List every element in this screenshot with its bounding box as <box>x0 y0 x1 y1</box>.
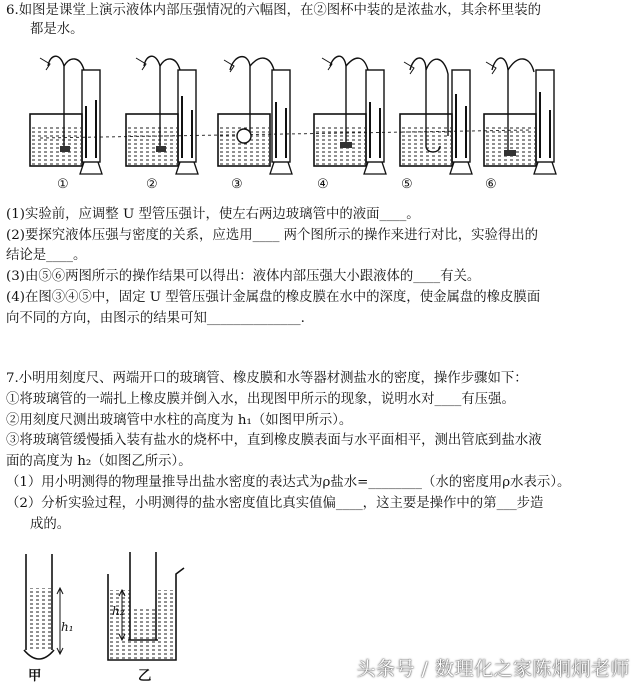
q6-intro-line1: 6.如图是课堂上演示液体内部压强情况的六幅图，在②图杯中装的是浓盐水，其余杯里装的 <box>6 3 542 18</box>
figure-label-1: ① <box>57 177 69 192</box>
figure-label-3: ③ <box>231 177 243 192</box>
figure-4 <box>314 56 386 174</box>
q7-sub1: （1）用小明测得的物理量推导出盐水密度的表达式为ρ盐水=________（水的密度用ρ水表示）。 <box>6 475 571 490</box>
figure-label-4: ④ <box>317 177 329 192</box>
figure-label-2: ② <box>146 177 158 192</box>
q6-sub2-line2: 结论是____。 <box>6 248 87 263</box>
q7-sub2-line1: （2）分析实验过程，小明测得的盐水密度值比真实值偏____，这主要是操作中的第___步造 <box>6 496 544 511</box>
q7-step2: ②用刻度尺测出玻璃管中水柱的高度为 h₁（如图甲所示）。 <box>6 413 353 428</box>
h2-label: h₂ <box>112 604 125 618</box>
q7-step3-line2: 面的高度为 h₂（如图乙所示）。 <box>6 454 192 469</box>
q7-step3-line1: ③将玻璃管缓慢插入装有盐水的烧杯中，直到橡皮膜表面与水平面相平，测出管底到盐水液 <box>6 433 542 448</box>
figure-3 <box>218 57 292 174</box>
h1-label: h₁ <box>61 620 74 634</box>
figure-jia-label: 甲 <box>28 668 42 684</box>
figure-2 <box>126 56 198 174</box>
figure-jia <box>12 550 82 675</box>
figure-1 <box>30 56 102 174</box>
figure-6 <box>484 58 556 174</box>
q6-intro-line2: 都是水。 <box>30 22 84 37</box>
q7-sub2-line2: 成的。 <box>30 517 71 532</box>
q6-sub3: (3)由⑤⑥两图所示的操作结果可以得出：液体内部压强大小跟液体的____有关。 <box>6 269 481 284</box>
q6-sub4-line2: 向不同的方向，由图示的结果可知______________. <box>6 311 305 326</box>
pressure-experiment-figures <box>20 46 560 194</box>
q6-sub2-line1: (2)要探究液体压强与密度的关系，应选用____ 两个图所示的操作来进行对比，实验得出的 <box>6 228 539 243</box>
figure-5 <box>400 58 472 174</box>
q7-step1: ①将玻璃管的一端扎上橡皮膜并倒入水，出现图甲所示的现象，说明水对____有压强。 <box>6 392 515 407</box>
figure-label-5: ⑤ <box>401 177 413 192</box>
figure-label-6: ⑥ <box>485 177 497 192</box>
watermark: 头条号 / 数理化之家陈炯炯老师 <box>356 658 630 680</box>
q6-sub1: (1)实验前，应调整 U 型管压强计，使左右两边玻璃管中的液面____。 <box>6 207 420 222</box>
q6-sub4-line1: (4)在图③④⑤中，固定 U 型管压强计金属盘的橡皮膜在水中的深度，使金属盘的橡皮膜面 <box>6 290 541 305</box>
q7-intro: 7.小明用刻度尺、两端开口的玻璃管、橡皮膜和水等器材测盐水的密度，操作步骤如下： <box>6 371 528 386</box>
figure-yi-label: 乙 <box>138 668 152 684</box>
